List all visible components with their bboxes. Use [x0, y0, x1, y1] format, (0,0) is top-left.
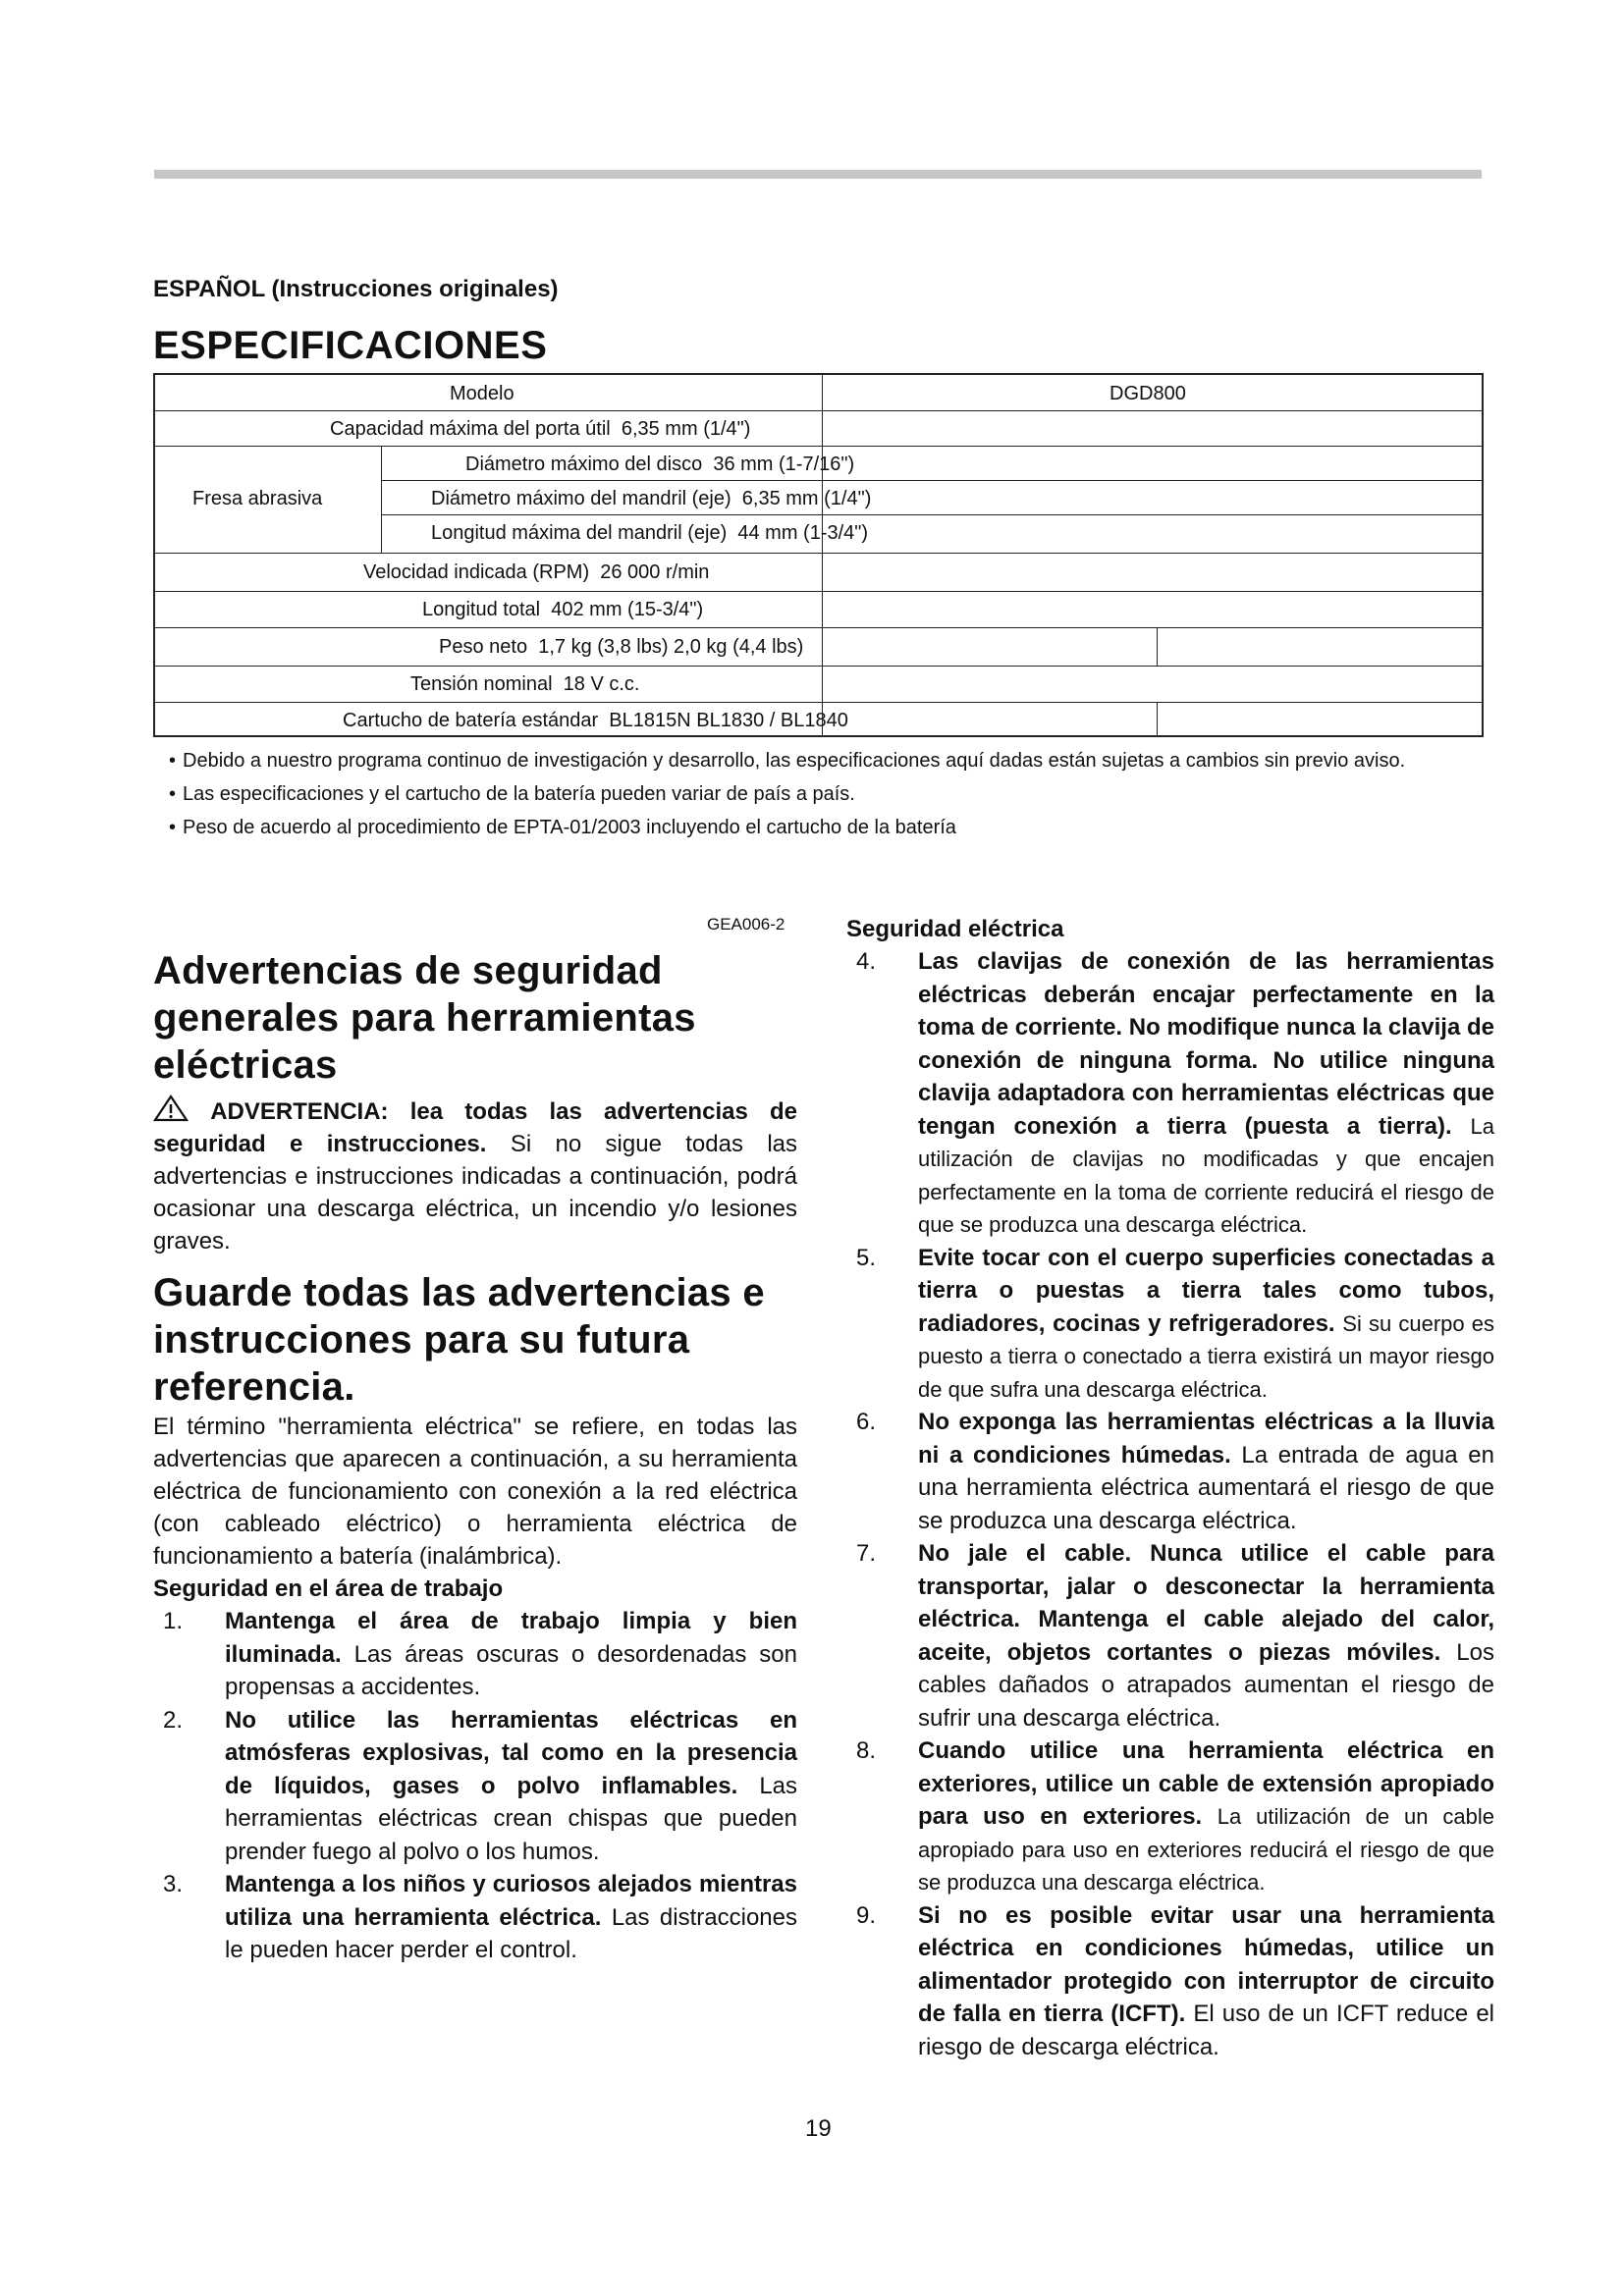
spec-model-label: Modelo: [450, 383, 514, 404]
list-item: 9. Si no es posible evitar usar una herramienta eléctrica en condiciones húmedas, utilice un alimentador protegido con interruptor de circuito de falla en tierra (ICFT). El uso de un ICFT reduce el riesgo de descarga eléctrica.: [856, 1901, 1495, 2060]
section-work-area: Seguridad en el área de trabajo: [153, 1575, 504, 1602]
spec-row-7: Peso neto 1,7 kg (3,8 lbs) 2,0 kg (4,4 lbs): [439, 636, 804, 658]
spec-row-3: Diámetro máximo del mandril (eje) 6,35 mm (1/4"): [431, 488, 872, 509]
spec-table: [153, 373, 1484, 737]
spec-title: ESPECIFICACIONES: [153, 324, 548, 367]
note-item: • Peso de acuerdo al procedimiento de EPTA-01/2003 incluyendo el cartucho de la batería: [169, 817, 956, 838]
spec-row-2: Diámetro máximo del disco 36 mm (1-7/16"): [465, 454, 855, 475]
doc-code: GEA006-2: [707, 915, 785, 934]
list-item: 5. Evite tocar con el cuerpo superficies conectadas a tierra o puestas a tierra tales como tubos, radiadores, cocinas y refrigeradores. Si su cuerpo es puesto a tierra o conectado a tierra existirá un mayor riesgo de que sufra una descarga eléctrica.: [856, 1244, 1495, 1402]
list-item: 6. No exponga las herramientas eléctricas a la lluvia ni a condiciones húmedas. La entrada de agua en una herramienta eléctrica aumentará el riesgo de que se produzca una descarga eléctrica.: [856, 1409, 1494, 1534]
list-item: 4. Las clavijas de conexión de las herramientas eléctricas deberán encajar perfectamente en la toma de corriente. No modifique nunca la clavija de conexión de ninguna forma. No utilice ninguna clavija adaptadora con herramientas eléctricas que tengan conexión a tierra (puesta a tierra). La utilización de clavijas no modificadas y que encajen perfectamente en la toma de corriente reducirá el riesgo de que se produzca una descarga eléctrica.: [856, 948, 1494, 1237]
left-column: [153, 947, 797, 1967]
spec-row-8: Tensión nominal 18 V c.c.: [410, 673, 640, 695]
spec-row-1: Capacidad máxima del porta útil 6,35 mm (1/4"): [330, 418, 751, 440]
note-item: • Las especificaciones y el cartucho de la batería pueden variar de país a país.: [169, 783, 855, 805]
top-rule: [154, 170, 1482, 179]
heading-general-warnings: Advertencias de seguridad generales para herramientas eléctricas: [153, 949, 696, 1087]
spec-row-6: Longitud total 402 mm (15-3/4"): [422, 599, 704, 620]
list-item: 8. Cuando utilice una herramienta eléctrica en exteriores, utilice un cable de extensión apropiado para uso en exteriores. La utilización de un cable apropiado para uso en exteriores reducirá el riesgo de que se produzca una descarga eléctrica.: [856, 1737, 1495, 1895]
page-number: 19: [805, 2115, 832, 2142]
list-item: 3. Mantenga a los niños y curiosos alejados mientras utiliza una herramienta eléctrica. Las distracciones le pueden hacer perder el control.: [163, 1871, 797, 1963]
note-item: • Debido a nuestro programa continuo de investigación y desarrollo, las especificaciones aquí dadas están sujetas a cambios sin previo aviso.: [169, 750, 1406, 772]
intro-paragraph: El término "herramienta eléctrica" se refiere, en todas las advertencias que aparecen a continuación, a su herramienta eléctrica de funcionamiento con conexión a la red eléctrica (con cableado eléctrico) o herramienta eléctrica de funcionamiento a batería (inalámbrica).: [153, 1414, 797, 1570]
spec-notes: [169, 746, 1475, 846]
spec-row-4: Longitud máxima del mandril (eje) 44 mm (1-3/4"): [431, 522, 869, 544]
warning-paragraph: ADVERTENCIA: lea todas las advertencias de seguridad e instrucciones. Si no sigue todas las advertencias e instrucciones indicadas a continuación, podrá ocasionar una descarga eléctrica, un incendio y/o lesiones graves.: [153, 1095, 797, 1257]
language-header: ESPAÑOL (Instrucciones originales): [153, 276, 559, 302]
list-item: 7. No jale el cable. Nunca utilice el cable para transportar, jalar o desconectar la herramienta eléctrica. Mantenga el cable alejado del calor, aceite, objetos cortantes o piezas móviles. Los cables dañados o atrapados aumentan el riesgo de sufrir una descarga eléctrica.: [856, 1540, 1494, 1732]
spec-row-5: Velocidad indicada (RPM) 26 000 r/min: [363, 561, 710, 583]
spec-group-label: Fresa abrasiva: [192, 488, 323, 509]
right-column: [846, 913, 1494, 2063]
list-item: 1. Mantenga el área de trabajo limpia y bien iluminada. Las áreas oscuras o desordenadas son propensas a accidentes.: [163, 1608, 797, 1700]
list-item: 2. No utilice las herramientas eléctricas en atmósferas explosivas, tal como en la presencia de líquidos, gases o polvo inflamables. Las herramientas eléctricas crean chispas que pueden prender fuego al polvo o los humos.: [163, 1706, 798, 1865]
heading-save-instructions: Guarde todas las advertencias e instrucciones para su futura referencia.: [153, 1271, 765, 1409]
spec-row-9: Cartucho de batería estándar BL1815N BL1830 / BL1840: [343, 710, 848, 731]
warning-triangle-icon: [153, 1095, 189, 1122]
section-electrical-safety: Seguridad eléctrica: [846, 916, 1064, 942]
spec-model-value: DGD800: [1110, 383, 1186, 404]
